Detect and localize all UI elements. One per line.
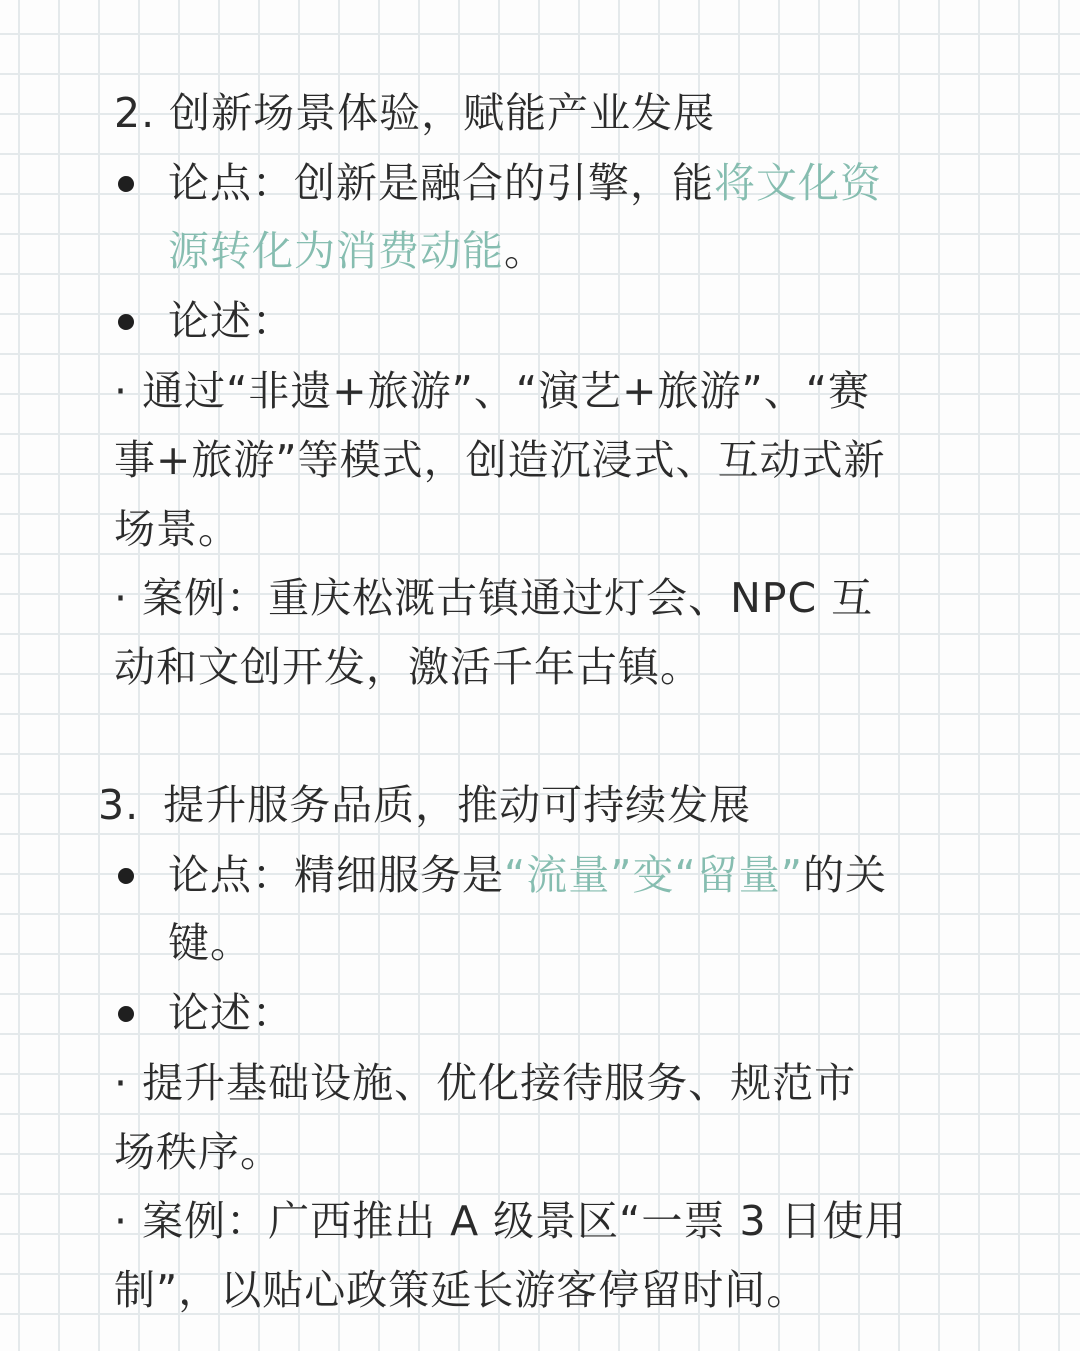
point-line: · 案例：重庆松溉古镇通过灯会、NPC 互 <box>114 574 874 622</box>
thesis-highlight: 将文化资 <box>714 159 882 207</box>
thesis-text: 。 <box>504 227 546 275</box>
point-line: 事+旅游”等模式，创造沉浸式、互动式新 <box>114 436 886 484</box>
bullet-dot <box>118 314 134 330</box>
thesis-label: 论点： <box>168 159 294 207</box>
section-3-thesis-line-1 <box>168 840 887 910</box>
thesis-highlight: “流量”变“留量” <box>504 851 803 899</box>
section-2-thesis-line-1 <box>168 148 882 218</box>
thesis-highlight: 源转化为消费动能 <box>168 227 504 275</box>
thesis-label: 论点： <box>168 851 294 899</box>
section-2-number: 2. <box>114 89 156 137</box>
point-line: · 案例：广西推出 A 级景区“一票 3 日使用 <box>114 1197 907 1245</box>
section-2-heading <box>114 78 715 148</box>
point-line: 场秩序。 <box>114 1128 282 1176</box>
bullet-dot <box>118 868 134 884</box>
section-2-discussion-label: 论述： <box>168 297 294 345</box>
section-2-title: 创新场景体验，赋能产业发展 <box>169 89 716 137</box>
thesis-text: 创新是融合的引擎，能 <box>294 159 714 207</box>
section-3-discussion-label: 论述： <box>168 989 294 1037</box>
section-3-thesis-line-2: 键。 <box>168 919 252 967</box>
section-3-heading <box>98 770 751 840</box>
point-line: 场景。 <box>114 505 240 553</box>
section-3-number: 3. <box>98 781 140 829</box>
point-line: 动和文创开发，激活千年古镇。 <box>114 643 702 691</box>
point-line: 制”，以贴心政策延长游客停留时间。 <box>114 1266 809 1314</box>
point-line: · 提升基础设施、优化接待服务、规范市 <box>114 1059 857 1107</box>
thesis-text: 精细服务是 <box>294 851 504 899</box>
section-2-thesis-line-2 <box>168 216 546 286</box>
point-line: · 通过“非遗+旅游”、“演艺+旅游”、“赛 <box>114 367 870 415</box>
thesis-text: 的关 <box>802 851 887 899</box>
bullet-dot <box>118 176 134 192</box>
section-3-title: 提升服务品质，推动可持续发展 <box>163 781 752 829</box>
bullet-dot <box>118 1006 134 1022</box>
